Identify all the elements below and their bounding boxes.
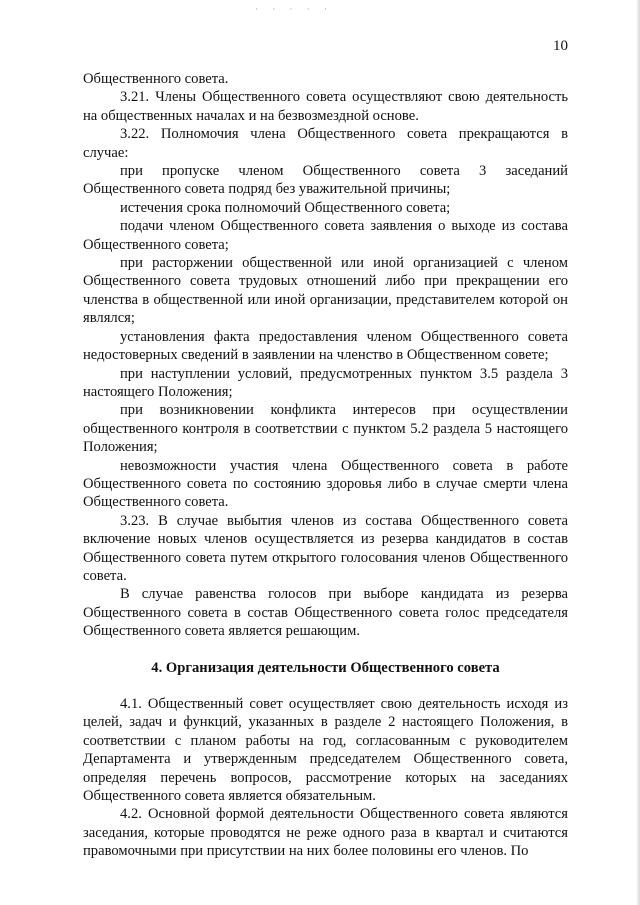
list-item: при наступлении условий, предусмотренных пунктом 3.5 раздела 3 настоящего Положения; [83, 365, 568, 400]
scan-artifact: · · · · · [255, 4, 333, 14]
list-item: установления факта предоставления членом Общественного совета недостоверных сведений в заявлении на членство в Общественном совете; [83, 328, 568, 364]
paragraph-4-1: 4.1. Общественный совет осуществляет свою деятельность исходя из целей, задач и функций, указанных в разделе 2 настоящего Положения, в соответствии с планом работы на год, согласованным с руководителем Департамента и утвержденным председателем Общественного совета, определяя перечень вопросов, рассмотрение которых на заседаниях Общественного совета является обязательным. [83, 696, 568, 805]
paragraph-4-2: 4.2. Основной формой деятельности Общественного совета являются заседания, которые проводятся не реже одного раза в квартал и считаются правомочными при присутствии на них более половины его членов. По [83, 806, 568, 860]
paragraph-3-23: 3.23. В случае выбытия членов из состава Общественного совета включение новых членов осуществляется из резерва кандидатов в состав Общественного совета путем открытого голосования членов Общественного совета. [83, 512, 568, 584]
list-item: подачи членом Общественного совета заявления о выходе из состава Общественного совета; [83, 218, 568, 253]
list-item: при расторжении общественной или иной организацией с членом Общественного совета трудовых отношений либо при прекращении его членства в общественной или иной организации, представителем которой он являлся; [83, 255, 568, 327]
list-item: невозможности участия члена Общественного совета в работе Общественного совета по состоянию здоровья либо в случае смерти члена Общественного совета. [83, 457, 568, 511]
section-heading: 4. Организация деятельности Общественного совета [151, 659, 500, 676]
paragraph-3-22: 3.22. Полномочия члена Общественного совета прекращаются в случае: [83, 126, 568, 161]
scan-edge [636, 0, 640, 905]
list-item: истечения срока полномочий Общественного совета; [120, 199, 451, 216]
paragraph: В случае равенства голосов при выборе кандидата из резерва Общественного совета в состав Общественного совета голос председателя Общественного совета является решающим. [83, 586, 568, 640]
list-item: при возникновении конфликта интересов при осуществлении общественного контроля в соответствии с пунктом 5.2 раздела 5 настоящего Положения; [83, 402, 568, 456]
page-number: 10 [553, 38, 568, 54]
paragraph-3-21: 3.21. Члены Общественного совета осуществляют свою деятельность на общественных началах и на безвозмездной основе. [83, 89, 568, 124]
paragraph: Общественного совета. [83, 71, 229, 87]
list-item: при пропуске членом Общественного совета 3 заседаний Общественного совета подряд без уважительной причины; [83, 163, 568, 198]
document-body [83, 70, 568, 861]
